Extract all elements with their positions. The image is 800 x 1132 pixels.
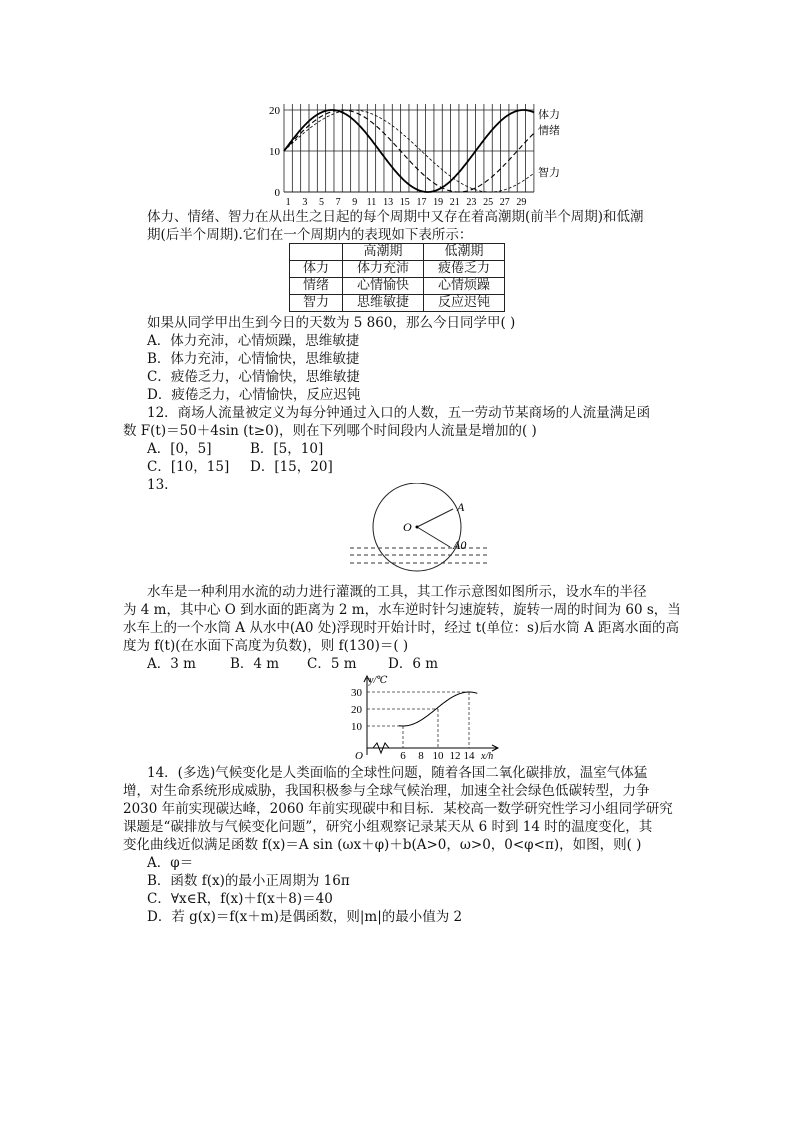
q12-option-a: A．[0，5] [147, 441, 212, 457]
x-tick-label: 27 [499, 197, 510, 208]
cycle-chart-grid [284, 104, 534, 192]
table-cell [290, 244, 343, 261]
x-tick-label: 15 [399, 197, 410, 208]
y-tick-30: 30 [351, 687, 362, 699]
table-row [290, 295, 505, 312]
y-tick-10: 10 [351, 721, 362, 733]
guide-lines [367, 692, 469, 748]
q11-stem: 如果从同学甲出生到今日的天数为 5 860，那么今日同学甲( ) [147, 315, 516, 331]
radius-oa0 [417, 527, 450, 547]
x-tick-label: 13 [383, 197, 394, 208]
table-row [290, 261, 505, 278]
table-cell: 智力 [290, 295, 343, 312]
x-tick-12: 12 [449, 750, 461, 762]
x-tick-label: 19 [433, 197, 444, 208]
cycle-chart-x-ticks [286, 197, 527, 208]
q13-option-c: C．5 m [307, 656, 357, 672]
q14-option-d: D．若 g(x)＝f(x＋m)是偶函数，则|m|的最小值为 2 [147, 909, 463, 925]
q14-line-2: 增，对生命系统形成威胁，我国积极参与全球气候治理，加速全社会绿色低碳转型，力争 [123, 783, 650, 799]
x-tick-label: 11 [366, 197, 377, 208]
q14-option-a: A．φ＝ [147, 855, 194, 871]
q13-option-d: D．6 m [388, 656, 439, 672]
x-tick-10: 10 [432, 750, 444, 762]
temperature-chart [335, 673, 505, 763]
table-cell: 低潮期 [424, 244, 505, 261]
q14-option-b: B．函数 f(x)的最小正周期为 16π [147, 873, 350, 889]
q14-line-1: 14．(多选)气候变化是人类面临的全球性问题，随着各国二氧化碳排放，温室气体猛 [147, 765, 648, 781]
x-tick-label: 25 [483, 197, 494, 208]
waterwheel-figure [345, 483, 495, 581]
q12-line-2: 数 F(t)＝50＋4sin (t≥0)，则在下列哪个时间段内人流量是增加的( ) [123, 423, 537, 439]
q14-option-c: C．∀x∈R，f(x)＋f(x＋8)＝40 [147, 891, 333, 907]
legend-emotion: 情绪 [538, 125, 560, 137]
x-tick-label: 7 [335, 197, 341, 208]
intro-line-1: 体力、情绪、智力在从出生之日起的每个周期中又存在着高潮期(前半个周期)和低潮 [147, 209, 644, 225]
q14-line-3: 2030 年前实现碳达峰，2060 年前实现碳中和目标．某校高一数学研究性学习小组同学研究 [123, 801, 673, 817]
y-tick-10: 10 [269, 146, 280, 158]
table-cell: 体力充沛 [343, 261, 424, 278]
q11-option-b: B．体力充沛，心情愉快，思维敏捷 [147, 351, 360, 367]
x-tick-label: 29 [516, 197, 527, 208]
q13-line-3: 水车上的一个水筒 A 从水中(A0 处)浮现时开始计时，经过 t(单位：s)后水筒 A 距离水面的高 [123, 620, 680, 636]
x-axis-label: x/h [481, 751, 494, 762]
y-axis-label: y/℃ [369, 675, 388, 686]
q11-option-c: C．疲倦乏力，心情愉快，思维敏捷 [147, 369, 360, 385]
legend-intellect: 智力 [538, 167, 560, 179]
table-cell: 高潮期 [343, 244, 424, 261]
table-cell: 反应迟钝 [424, 295, 505, 312]
x-tick-8: 8 [418, 750, 424, 762]
q12-option-d: D．[15，20] [250, 459, 333, 475]
intro-line-2: 期(后半个周期).它们在一个周期内的表现如下表所示： [147, 227, 473, 243]
center-dot [416, 526, 419, 529]
x-tick-label: 5 [318, 197, 324, 208]
table-cell: 疲倦乏力 [424, 261, 505, 278]
q13-line-1: 水车是一种利用水流的动力进行灌溉的工具，其工作示意图如图所示，设水车的半径 [147, 584, 647, 600]
cycle-chart [262, 96, 572, 208]
q14-line-5: 变化曲线近似满足函数 f(x)＝A sin (ωx＋φ)＋b(A>0，ω>0，0<φ<π)，如图，则( ) [123, 837, 642, 853]
x-tick-label: 1 [285, 197, 291, 208]
radius-oa [417, 509, 453, 527]
q13-option-b: B．4 m [230, 656, 280, 672]
x-tick-label: 17 [416, 197, 427, 208]
table-cell: 思维敏捷 [343, 295, 424, 312]
label-o: O [403, 520, 412, 534]
q12-line-1: 12．商场人流量被定义为每分钟通过入口的人数，五一劳动节某商场的人流量满足函 [147, 405, 651, 421]
q12-option-c: C．[10，15] [147, 459, 230, 475]
x-tick-label: 23 [466, 197, 477, 208]
label-a0: A0 [453, 538, 467, 552]
q14-line-4: 课题是“碳排放与气候变化问题”，研究小组观察记录某天从 6 时到 14 时的温度变化，其 [123, 819, 653, 835]
table-row [290, 244, 505, 261]
table-cell: 心情烦躁 [424, 278, 505, 295]
cycle-table [289, 243, 505, 312]
q13-line-2: 为 4 m，其中心 O 到水面的距离为 2 m，水车逆时针匀速旋转，旋转一周的时间为 60 s，当 [123, 602, 681, 618]
q13-option-a: A．3 m [147, 656, 196, 672]
y-tick-20: 20 [269, 105, 280, 117]
table-cell: 体力 [290, 261, 343, 278]
q13-number: 13. [147, 477, 169, 493]
x-tick-6: 6 [400, 750, 406, 762]
table-row [290, 278, 505, 295]
x-tick-label: 21 [449, 197, 460, 208]
q13-line-4: 度为 f(t)(在水面下高度为负数)，则 f(130)＝( ) [123, 638, 409, 654]
table-cell: 心情愉快 [343, 278, 424, 295]
table-cell: 情绪 [290, 278, 343, 295]
x-tick-14: 14 [463, 750, 475, 762]
y-tick-20: 20 [351, 704, 362, 716]
q12-option-b: B．[5，10] [250, 441, 324, 457]
x-tick-label: 9 [352, 197, 358, 208]
y-tick-0: 0 [274, 187, 280, 199]
origin-label: O [355, 750, 363, 762]
q11-option-a: A．体力充沛，心情烦躁，思维敏捷 [147, 333, 360, 349]
x-tick-label: 3 [302, 197, 308, 208]
legend-physical: 体力 [538, 109, 560, 121]
q11-option-d: D．疲倦乏力，心情愉快，反应迟钝 [147, 387, 361, 403]
label-a: A [457, 500, 465, 514]
